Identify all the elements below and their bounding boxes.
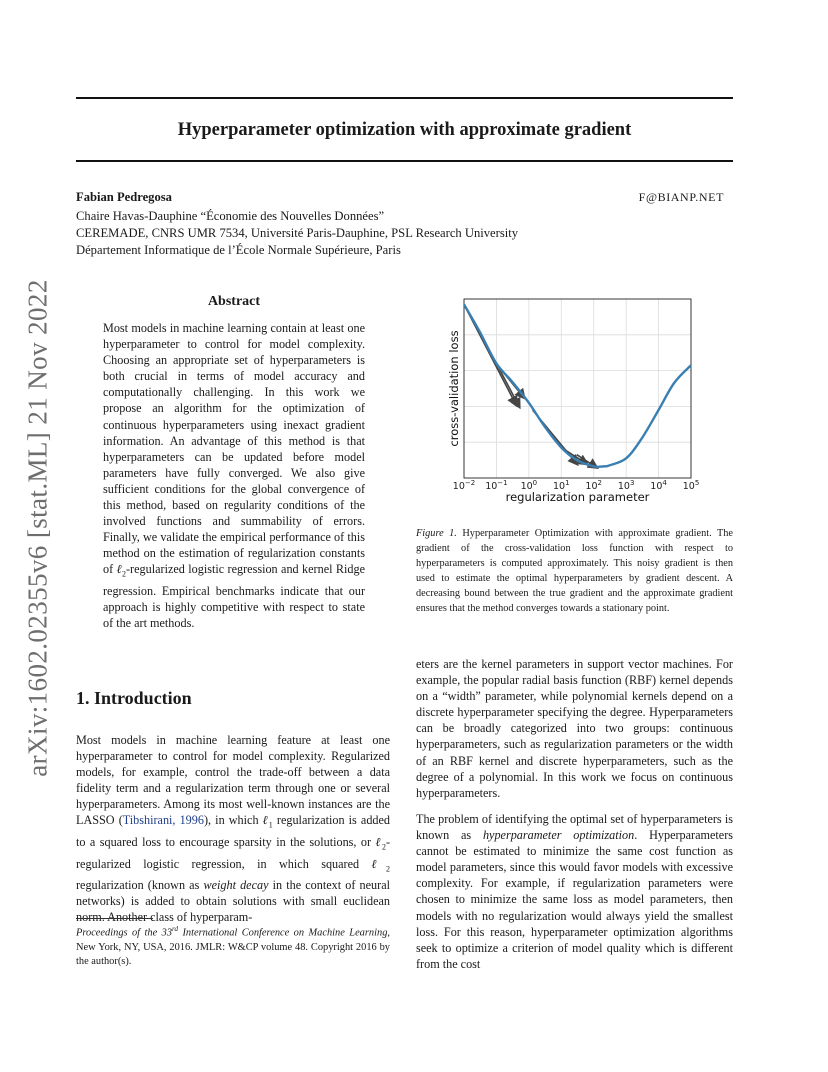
- x-tick-label: $10^5$: [682, 479, 700, 492]
- author-email: F@BIANP.NET: [638, 190, 724, 204]
- figure-1-chart: [420, 292, 720, 508]
- title-top-rule: [76, 97, 733, 99]
- text-run: in the context of neural networks) is added to obtain solutions with small euclidean norm. Another class of hyperparam-: [76, 878, 390, 925]
- footnote-text: Proceedings of the 33: [76, 927, 173, 939]
- text-run: . Hyperparameters cannot be estimated to minimize the same cost function as model parameters, since this would favor models with excessive complexity. For example, if regularization parameters were chosen to minimize the same loss as model parameters, then models with no regularization would always yield the smallest loss. For this reason, hyperparameter optimization algorithms seek to optimize a criterion of model quality which is different from the cost: [416, 828, 733, 971]
- paper-title: Hyperparameter optimization with approximate gradient: [177, 120, 632, 140]
- ell-symbol: ℓ: [375, 835, 382, 849]
- footnote-superscript: rd: [172, 925, 179, 933]
- x-tick-label: $10^{-2}$: [452, 479, 476, 492]
- y-axis-label: cross-validation loss: [447, 330, 461, 447]
- text-run: ), in which: [203, 813, 263, 828]
- x-tick-label: $10^{-1}$: [485, 479, 508, 492]
- intro-paragraph-2: eters are the kernel parameters in support vector machines. For example, the popular radial basis function (RBF) kernel depends on a “width” parameter, while polynomial kernels depend on a discrete hyperparameter specifying the degree. Hyperparameters can be broadly categorized into two groups: continuous hyperparameters, such as regularization parameters or the width of an RBF kernel and discrete hyperparameters, such as the degree of a polynomial. In this work we focus on continuous hyperparameters.: [416, 657, 733, 800]
- text-run: -regularized logistic regression, in which squared: [76, 835, 391, 871]
- caption-label: Figure 1.: [416, 528, 457, 539]
- ell-symbol: ℓ: [262, 813, 269, 828]
- footnote-rule: [76, 918, 153, 919]
- ell-subscript: 2: [386, 863, 391, 873]
- text-run: regularization is added to a squared loss to encourage sparsity in the solutions, or: [76, 813, 391, 849]
- x-tick-label: $10^4$: [650, 479, 667, 492]
- ell-subscript: 1: [268, 820, 273, 830]
- x-tick-label: $10^1$: [553, 479, 570, 492]
- title-bottom-rule: [76, 160, 733, 162]
- chart-grid: [464, 299, 691, 478]
- emphasis-weight-decay: weight decay: [203, 878, 269, 893]
- arxiv-sidebar: [18, 278, 58, 778]
- text-run: The problem of identifying the optimal set of hyperparameters is known as: [416, 812, 733, 843]
- gradient-arrows: [464, 304, 596, 467]
- footnote-text: , New York, NY, USA, 2016. JMLR: W&CP volume 48. Copyright 2016 by the author(s).: [76, 927, 391, 967]
- intro-paragraph-1: [76, 732, 390, 925]
- x-tick-label: $10^0$: [520, 479, 538, 492]
- affiliation-2: CEREMADE, CNRS UMR 7534, Université Paris-Dauphine, PSL Research University: [76, 226, 519, 240]
- citation-link-tibshirani[interactable]: Tibshirani, 1996: [122, 813, 204, 828]
- ell-symbol: ℓ: [371, 856, 387, 871]
- plot-frame: [464, 299, 691, 478]
- figure-caption: [416, 526, 733, 617]
- affiliation-1: Chaire Havas-Dauphine “Économie des Nouvelles Données”: [76, 209, 385, 223]
- footnote-proceedings: [76, 922, 390, 969]
- abstract-body: [103, 320, 365, 631]
- ell-subscript: 2: [381, 842, 386, 852]
- ell-symbol: ℓ: [116, 562, 122, 577]
- abstract-heading: Abstract: [207, 294, 261, 309]
- arxiv-identifier: arXiv:1602.02355v6 [stat.ML] 21 Nov 2022: [22, 279, 53, 777]
- x-tick-label: $10^3$: [617, 479, 635, 492]
- abstract-text-part: Most models in machine learning contain at least one hyperparameter to control for model complexity. Choosing an appropriate set of hyperparameters is both crucial in terms of model accuracy and computationally challenging. In this work we propose an algorithm for the optimization of continuous hyperparameters using inexact gradient information. An advantage of this method is that hyperparameters can be updated before model parameters have fully converged. We also give sufficient conditions for the global convergence of this method, based on regularity conditions of the involved functions and summability of errors. Finally, we validate the empirical performance of this method on the estimation of regularization constants of: [103, 321, 365, 577]
- intro-paragraph-3: [416, 811, 733, 972]
- footnote-text: International Conference on Machine Learning: [178, 927, 388, 939]
- caption-text: Hyperparameter Optimization with approximate gradient. The gradient of the cross-validation loss function with respect to hyperparameters is computed approximately. This noisy gradient is then used to estimate the optimal hyperparameters by gradient descent. A decreasing bound between the true gradient and the approximate gradient ensures that the method converges towards a stationary point.: [416, 528, 733, 615]
- x-tick-label: $10^2$: [585, 479, 602, 492]
- text-run: regularization (known as: [76, 878, 204, 893]
- affiliation-3: Département Informatique de l’École Normale Supérieure, Paris: [76, 243, 401, 257]
- section-heading-introduction: 1. Introduction: [76, 688, 192, 708]
- author-name: Fabian Pedregosa: [76, 190, 172, 204]
- ell-subscript: 2: [122, 569, 126, 579]
- abstract-text-part: -regularized logistic regression and kernel Ridge regression. Empirical benchmarks indicate that our approach is highly competitive with respect to state of the art methods.: [103, 562, 366, 631]
- x-axis-label: regularization parameter: [505, 490, 650, 504]
- text-run: Most models in machine learning feature at least one hyperparameter to control for model complexity. Regularized models, for example, control the trade-off between a data fidelity term and a regularization term through one or several hyperparameters. Among its most well-known instances are the LASSO (: [76, 733, 390, 828]
- emphasis-hyperparameter-optimization: hyperparameter optimization: [482, 828, 635, 843]
